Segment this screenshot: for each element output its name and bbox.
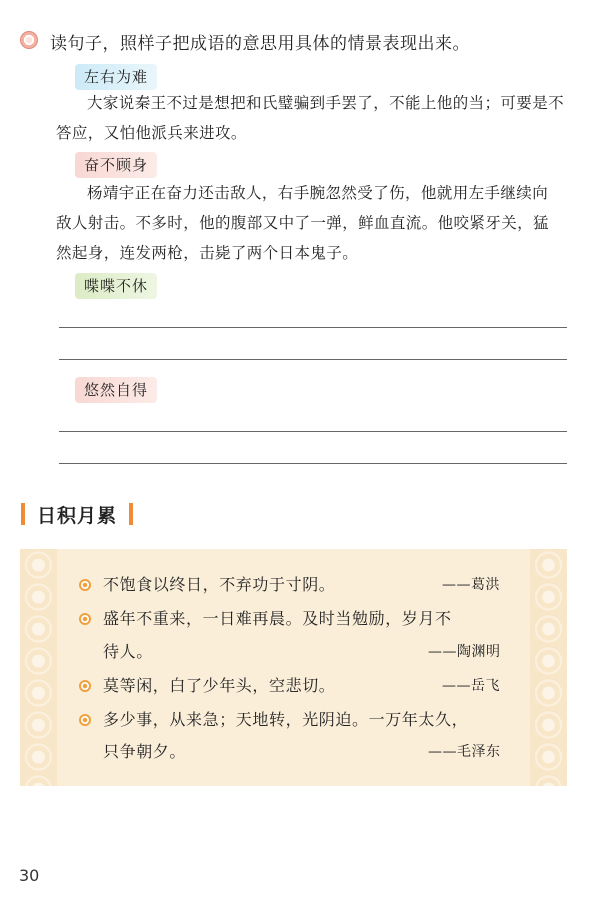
- paragraph-line: 大家说秦王不过是想把和氏璧骗到手罢了，不能上他的当；可要是不: [87, 94, 565, 112]
- quote-line: 莫等闲，白了少年头，空悲切。: [103, 676, 336, 695]
- idiom-tag-4: 悠然自得: [75, 377, 157, 403]
- answer-line[interactable]: [59, 327, 567, 328]
- paragraph-line: 答应，又怕他派兵来进攻。: [56, 124, 247, 142]
- quote-author: ——陶渊明: [428, 644, 501, 660]
- bullet-icon: [79, 613, 91, 625]
- quote-line: 不饱食以终日，不弃功于寸阴。: [103, 575, 336, 594]
- exercise-icon: [20, 31, 38, 49]
- quote-author: ——葛洪: [442, 577, 500, 593]
- answer-line[interactable]: [59, 463, 567, 464]
- idiom-tag-1: 左右为难: [75, 64, 157, 90]
- bullet-icon: [79, 579, 91, 591]
- section-bar-right: [129, 503, 133, 525]
- decorative-pattern: [20, 549, 57, 786]
- idiom-tag-3: 喋喋不休: [75, 273, 157, 299]
- page-number: 30: [19, 866, 40, 885]
- paragraph-line: 然起身，连发两枪，击毙了两个日本鬼子。: [56, 244, 359, 262]
- answer-line[interactable]: [59, 431, 567, 432]
- exercise-instruction: 读句子，照样子把成语的意思用具体的情景表现出来。: [50, 34, 470, 54]
- section-title: 日积月累: [37, 505, 118, 527]
- paragraph-line: 敌人射击。不多时，他的腹部又中了一弹，鲜血直流。他咬紧牙关，猛: [56, 214, 549, 232]
- decorative-pattern: [530, 549, 567, 786]
- quote-line: 只争朝夕。: [103, 742, 187, 761]
- idiom-tag-2: 奋不顾身: [75, 152, 157, 178]
- quote-line: 待人。: [103, 642, 153, 661]
- quote-author: ——毛泽东: [428, 744, 501, 760]
- bullet-icon: [79, 714, 91, 726]
- idiom-paragraph-2: [56, 178, 570, 268]
- quote-line: 盛年不重来，一日难再晨。及时当勉励，岁月不: [103, 609, 452, 628]
- quote-line: 多少事，从来急；天地转，光阴迫。一万年太久，: [103, 710, 469, 729]
- paragraph-line: 杨靖宇正在奋力还击敌人，右手腕忽然受了伤，他就用左手继续向: [87, 184, 549, 202]
- idiom-paragraph-1: [56, 88, 570, 148]
- quote-author: ——岳飞: [442, 678, 500, 694]
- answer-line[interactable]: [59, 359, 567, 360]
- bullet-icon: [79, 680, 91, 692]
- section-bar-left: [21, 503, 25, 525]
